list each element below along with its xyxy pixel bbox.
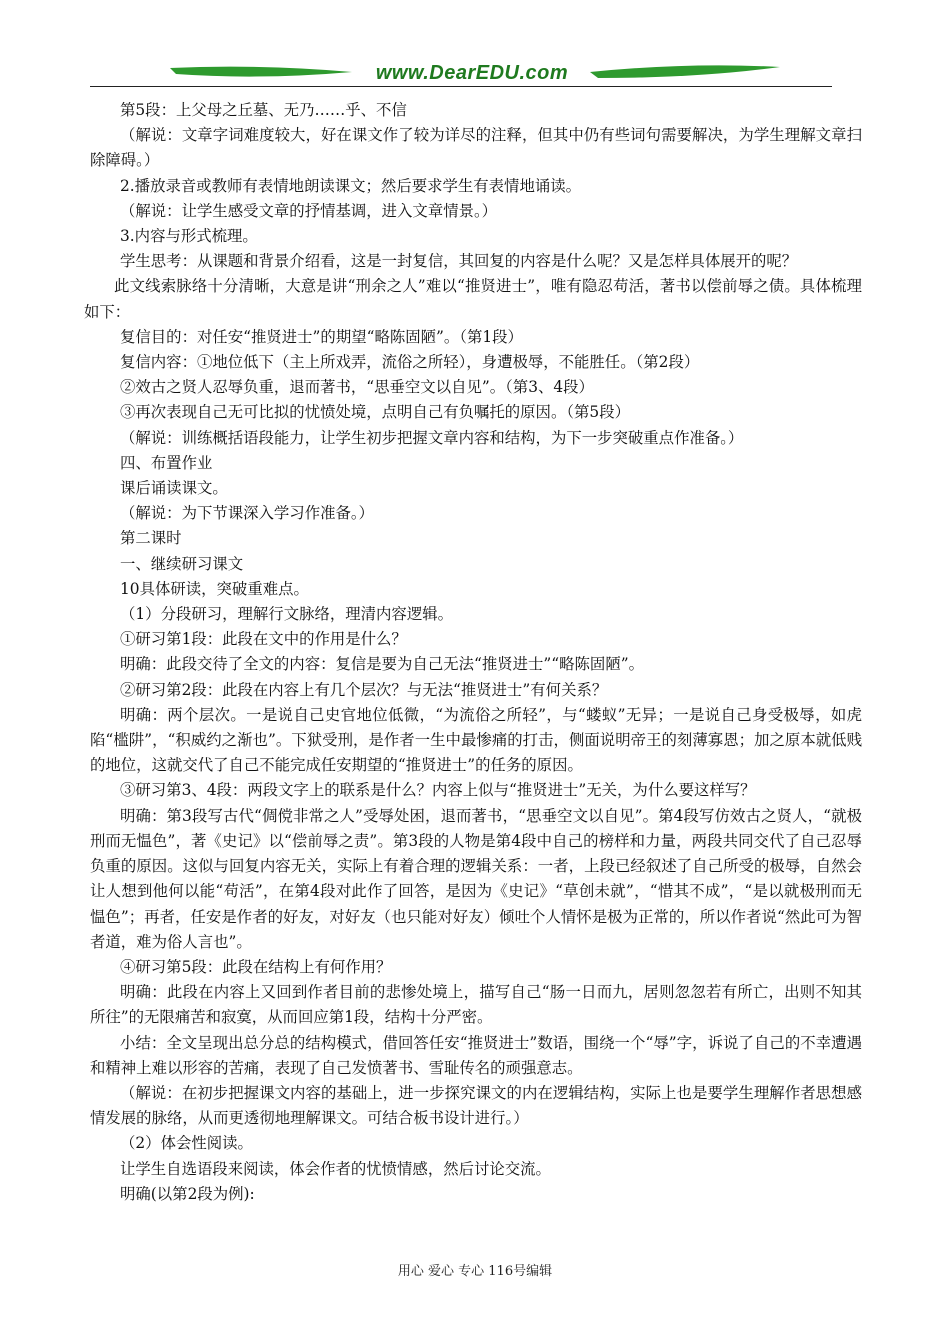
- paragraph: 明确(以第2段为例):: [120, 1184, 255, 1203]
- paragraph: ①研习第1段：此段在文中的作用是什么？: [120, 630, 407, 649]
- paragraph: 课后诵读课文。: [120, 479, 228, 498]
- paragraph: ②研习第2段：此段在内容上有几个层次？与无法“推贤进士”有何关系？: [120, 680, 608, 699]
- paragraph: （解说：训练概括语段能力，让学生初步把握文章内容和结构，为下一步突破重点作准备。）: [120, 428, 744, 447]
- paragraph: ③再次表现自己无可比拟的忧愤处境，点明自己有负嘱托的原因。（第5段）: [120, 403, 630, 422]
- paragraph: （解说：为下节课深入学习作准备。）: [120, 504, 374, 523]
- paragraph: 复信目的：对任安“推贤进士”的期望“略陈固陋”。（第1段）: [120, 327, 523, 346]
- paragraph: （2）体会性阅读。: [120, 1134, 253, 1153]
- paragraph: （1）分段研习，理解行文脉络，理清内容逻辑。: [120, 605, 453, 624]
- paragraph: 明确：第3段写古代“倜傥非常之人”受辱处困，退而著书，“思垂空文以自见”。第4段写仿效古之贤人，“就极刑而无愠色”，著《史记》以“偿前辱之责”。第3段的人物是第4段中自己的榜样和力量，两段共同交代了自己忍辱负重的原因。这似与回复内容无关，实际上有着合理的逻辑关系：一者，上段已经叙述了自己所受的极辱，自然会让人想到他何以能“苟活”，在第4段对此作了回答，是因为《史记》“草创未就”，“惜其不成”，“是以就极刑而无愠色”；再者，任安是作者的好友，对好友（也只能对好友）倾吐个人情怀是极为正常的，所以作者说“然此可为智者道，难为俗人言也”。: [90, 806, 862, 951]
- paragraph: 3.内容与形式梳理。: [120, 227, 258, 246]
- paragraph: （解说：让学生感受文章的抒情基调，进入文章情景。）: [120, 201, 498, 220]
- paragraph: （解说：在初步把握课文内容的基础上，进一步探究课文的内在逻辑结构，实际上也是要学生理解作者思想感情发展的脉络，从而更透彻地理解课文。可结合板书设计进行。）: [90, 1083, 862, 1128]
- header-rule: [90, 86, 832, 87]
- section-heading: 一、继续研习课文: [120, 554, 244, 573]
- header-brand-logo[interactable]: www.DearEDU.com: [375, 62, 569, 84]
- paragraph: （解说：文章字词难度较大，好在课文作了较为详尽的注释，但其中仍有些词句需要解决，为学生理解文章扫除障碍。）: [90, 126, 862, 170]
- paragraph: 小结：全文呈现出总分总的结构模式，借回答任安“推贤进士”数语，围绕一个“辱”字，诉说了自己的不幸遭遇和精神上难以形容的苦痛，表现了自己发愤著书、雪耻传名的顽强意志。: [90, 1033, 862, 1077]
- paragraph: 学生思考：从课题和背景介绍看，这是一封复信，其回复的内容是什么呢？又是怎样具体展开的呢？: [120, 252, 798, 271]
- document-body: [84, 98, 862, 1207]
- paragraph: ④研习第5段：此段在结构上有何作用？: [120, 957, 392, 976]
- paragraph: 2.播放录音或教师有表情地朗读课文；然后要求学生有表情地诵读。: [120, 176, 582, 195]
- paragraph: ②效古之贤人忍辱负重，退而著书，“思垂空文以自见”。（第3、4段）: [120, 378, 594, 397]
- paragraph: 第5段：上父母之丘墓、无乃……乎、不信: [120, 101, 407, 119]
- paragraph: ③研习第3、4段：两段文字上的联系是什么？内容上似与“推贤进士”无关，为什么要这样写？: [120, 781, 756, 800]
- page-footer: 用心 爱心 专心 116号编辑: [397, 1264, 553, 1279]
- paragraph: 此文线索脉络十分清晰，大意是讲“刑余之人”难以“推贤进士”，唯有隐忍苟活，著书以偿前辱之债。具体梳理如下：: [84, 277, 862, 321]
- paragraph: 10具体研读，突破重难点。: [120, 579, 309, 598]
- paragraph: 明确：此段在内容上又回到作者目前的悲惨处境上，描写自己“肠一日而九，居则忽忽若有所亡，出则不知其所往”的无限痛苦和寂寞，从而回应第1段，结构十分严密。: [90, 983, 862, 1027]
- paragraph: 明确：两个层次。一是说自己史官地位低微，“为流俗之所轻”，与“蝼蚁”无异；一是说自己身受极辱，如虎陷“槛阱”，“积威约之渐也”。下狱受刑，是作者一生中最惨痛的打击，侧面说明帝王的刻薄寡恩；加之原本就低贱的地位，这就交代了自己不能完成任安期望的“推贤进士”的任务的原因。: [90, 705, 862, 775]
- paragraph: 让学生自选语段来阅读，体会作者的忧愤情感，然后讨论交流。: [120, 1159, 551, 1178]
- page-header: [90, 58, 832, 90]
- section-heading: 第二课时: [120, 529, 182, 548]
- paragraph: 复信内容：①地位低下（主上所戏弄，流俗之所轻），身遭极辱，不能胜任。（第2段）: [120, 353, 700, 372]
- paragraph: 明确：此段交待了全文的内容：复信是要为自己无法“推贤进士”“略陈固陋”。: [120, 655, 644, 674]
- section-heading: 四、布置作业: [120, 453, 213, 472]
